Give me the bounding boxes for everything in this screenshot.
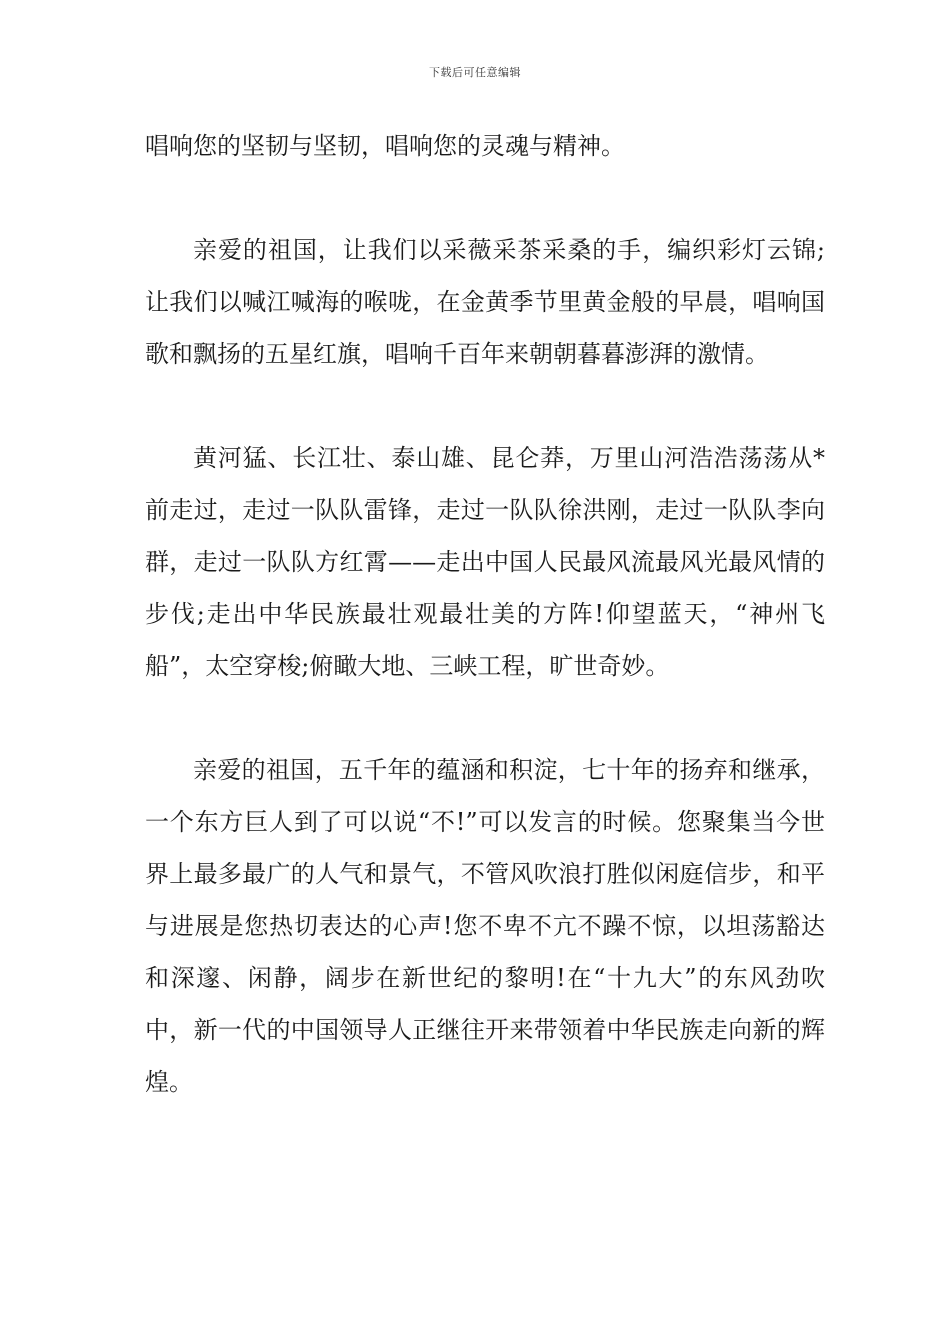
paragraph: 黄河猛、长江壮、泰山雄、昆仑莽，万里山河浩浩荡荡从*前走过，走过一队队雷锋，走过一队队徐洪刚，走过一队队李向群，走过一队队方红霄——走出中国人民最风流最风光最风情的步伐;走出中华民族最壮观最壮美的方阵!仰望蓝天，“神州飞船”，太空穿梭;俯瞰大地、三峡工程，旷世奇妙。 bbox=[145, 444, 825, 680]
paragraph: 亲爱的祖国，让我们以采薇采茶采桑的手，编织彩灯云锦;让我们以喊江喊海的喉咙，在金黄季节里黄金般的早晨，唱响国歌和飘扬的五星红旗，唱响千百年来朝朝暮暮澎湃的激情。 bbox=[145, 236, 825, 368]
paragraph: 亲爱的祖国，五千年的蕴涵和积淀，七十年的扬弃和继承，一个东方巨人到了可以说“不!”可以发言的时候。您聚集当今世界上最多最广的人气和景气，不管风吹浪打胜似闲庭信步，和平与进展是您热切表达的心声!您不卑不亢不躁不惊，以坦荡豁达和深邃、闲静，阔步在新世纪的黎明!在“十九大”的东风劲吹中，新一代的中国领导人正继往开来带领着中华民族走向新的辉煌。 bbox=[145, 756, 825, 1096]
document-body bbox=[145, 120, 825, 1108]
paragraph-continuation: 唱响您的坚韧与坚韧，唱响您的灵魂与精神。 bbox=[145, 132, 625, 160]
page-header: 下载后可任意编辑 bbox=[429, 66, 521, 79]
